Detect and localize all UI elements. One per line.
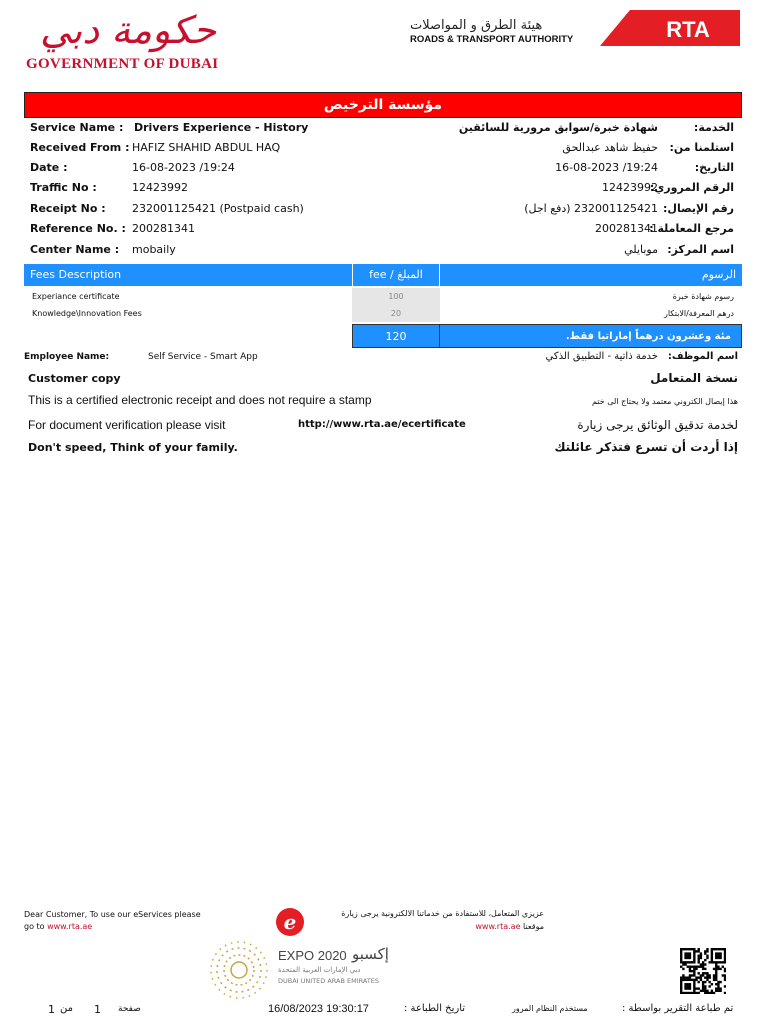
fee-amount-header: fee / المبلغ (352, 264, 440, 286)
eservices-note: Dear Customer, To use our eServices please (24, 910, 201, 919)
verification-note-arabic: لخدمة تدقيق الوثائق يرجى زيارة (577, 418, 738, 432)
customer-copy-label-arabic: نسخة المتعامل (650, 371, 738, 385)
employee-label: Employee Name: (24, 352, 110, 362)
printed-by-label: تم طباعة التقرير بواسطة : (622, 1003, 734, 1014)
fee-row (24, 288, 742, 305)
fee-row (24, 305, 742, 322)
verification-note: For document verification please visit (28, 418, 226, 432)
eservices-note-line2 (24, 922, 92, 931)
field-value-arabic: 19:24/ 16-08-2023 (555, 161, 658, 174)
fees-arabic-header: الرسوم (440, 264, 742, 286)
field-value-arabic: 12423992 (602, 181, 658, 194)
expo-2020-english: EXPO 2020 (278, 948, 347, 963)
rta-arabic-name: هيئة الطرق و المواصلات (410, 18, 543, 33)
certified-receipt-note: This is a certified electronic receipt and does not require a stamp (28, 393, 372, 407)
field-label-arabic: الخدمة: (693, 121, 734, 134)
field-label: Traffic No : (30, 181, 97, 194)
page-current: 1 (94, 1003, 101, 1016)
customer-copy-label: Customer copy (28, 372, 121, 385)
field-value: Drivers Experience - History (134, 121, 309, 134)
fee-amount: 100 (352, 288, 440, 305)
field-value-arabic: موبايلي (624, 243, 658, 256)
rta-logo-text: RTA (666, 17, 710, 42)
fee-amount: 20 (352, 305, 440, 322)
field-value: 200281341 (132, 222, 195, 235)
page-total: 1 (48, 1003, 55, 1016)
field-value: 12423992 (132, 181, 188, 194)
expo-subtitle-english: DUBAI UNITED ARAB EMIRATES (278, 977, 380, 985)
field-value-arabic: حفيظ شاهد عبدالحق (562, 141, 658, 154)
field-label: Received From : (30, 141, 130, 154)
document-title: مؤسسة الترخيص (24, 92, 742, 118)
eservices-website-arabic: موقعنا (523, 922, 544, 931)
expo-2020-arabic: إكسبو (352, 945, 389, 963)
field-label: Reference No. : (30, 222, 126, 235)
field-label-arabic: اسم المركز: (667, 243, 734, 256)
fees-total-row (24, 324, 742, 348)
fee-description: Experiance certificate (32, 292, 120, 301)
employee-value: Self Service - Smart App (148, 352, 258, 362)
employee-label-arabic: اسم الموظف: (667, 351, 738, 362)
eservices-go-to: go to (24, 922, 45, 931)
field-value-arabic: شهادة خبرة/سوابق مرورية للسائقين (458, 121, 658, 134)
field-label-arabic: التاريخ: (694, 161, 734, 174)
field-label-arabic: رقم الإيصال: (663, 202, 734, 215)
field-label: Receipt No : (30, 202, 106, 215)
field-label: Service Name : (30, 121, 124, 134)
eservices-note-arabic-line2 (475, 922, 544, 931)
eservices-link-arabic[interactable]: www.rta.ae (475, 922, 521, 931)
page-label: صفحة (118, 1004, 141, 1014)
fee-description-arabic: رسوم شهادة خبرة (672, 292, 734, 301)
field-label-arabic: الرقم المروري: (649, 181, 734, 194)
dubai-government-arabic-logo: حكومة دبي (40, 8, 217, 52)
rta-english-name: ROADS & TRANSPORT AUTHORITY (410, 34, 574, 45)
page-of-label: من (60, 1003, 73, 1014)
field-value-arabic: 200281341 (595, 222, 658, 235)
field-value: 16-08-2023 /19:24 (132, 161, 235, 174)
qr-code (680, 948, 726, 994)
eservices-note-arabic: عزيزي المتعامل، للاستفادة من خدماتنا الالكترونية يرجى زيارة (341, 909, 544, 918)
eservices-e-icon (274, 906, 306, 938)
safety-slogan-arabic: إذا أردت أن تسرع فتذكر عائلتك (554, 440, 738, 454)
field-label-arabic: مرجع المعاملة : (649, 222, 734, 235)
expo-subtitle-arabic: دبي الإمارات العربية المتحدة (278, 966, 361, 974)
rta-logo (600, 8, 740, 46)
field-value: mobaily (132, 243, 176, 256)
certified-receipt-note-arabic: هذا إيصال الكتروني معتمد ولا يحتاج الى ختم (592, 397, 738, 406)
eservices-link[interactable]: www.rta.ae (47, 922, 93, 931)
dubai-government-english-logo: GOVERNMENT OF DUBAI (26, 56, 219, 72)
printed-by-user: مستخدم النظام المرور (512, 1004, 588, 1013)
field-value-arabic: 232001125421 (دفع اجل) (524, 202, 658, 215)
expo-2020-emblem (206, 940, 272, 1000)
fee-description-arabic: درهم المعرفة/الابتكار (663, 309, 734, 318)
field-label: Date : (30, 161, 68, 174)
fee-description: Knowledge\Innovation Fees (32, 309, 142, 318)
fees-description-header: Fees Description (24, 264, 352, 286)
fees-total-amount: 120 (352, 324, 440, 348)
field-value: HAFIZ SHAHID ABDUL HAQ (132, 141, 281, 154)
employee-value-arabic: خدمة ذاتية - التطبيق الذكي (545, 351, 658, 362)
print-date-label: تاريخ الطباعة : (404, 1003, 466, 1014)
fees-total-in-words: مئة وعشرون درهماً إماراتيا فقط. (440, 324, 742, 348)
field-value: 232001125421 (Postpaid cash) (132, 202, 304, 215)
field-label: Center Name : (30, 243, 120, 256)
safety-slogan: Don't speed, Think of your family. (28, 441, 238, 454)
svg-text:e: e (283, 910, 297, 934)
field-label-arabic: استلمنا من: (669, 141, 734, 154)
print-date: 16/08/2023 19:30:17 (268, 1003, 369, 1015)
verification-link[interactable]: http://www.rta.ae/ecertificate (298, 419, 466, 430)
